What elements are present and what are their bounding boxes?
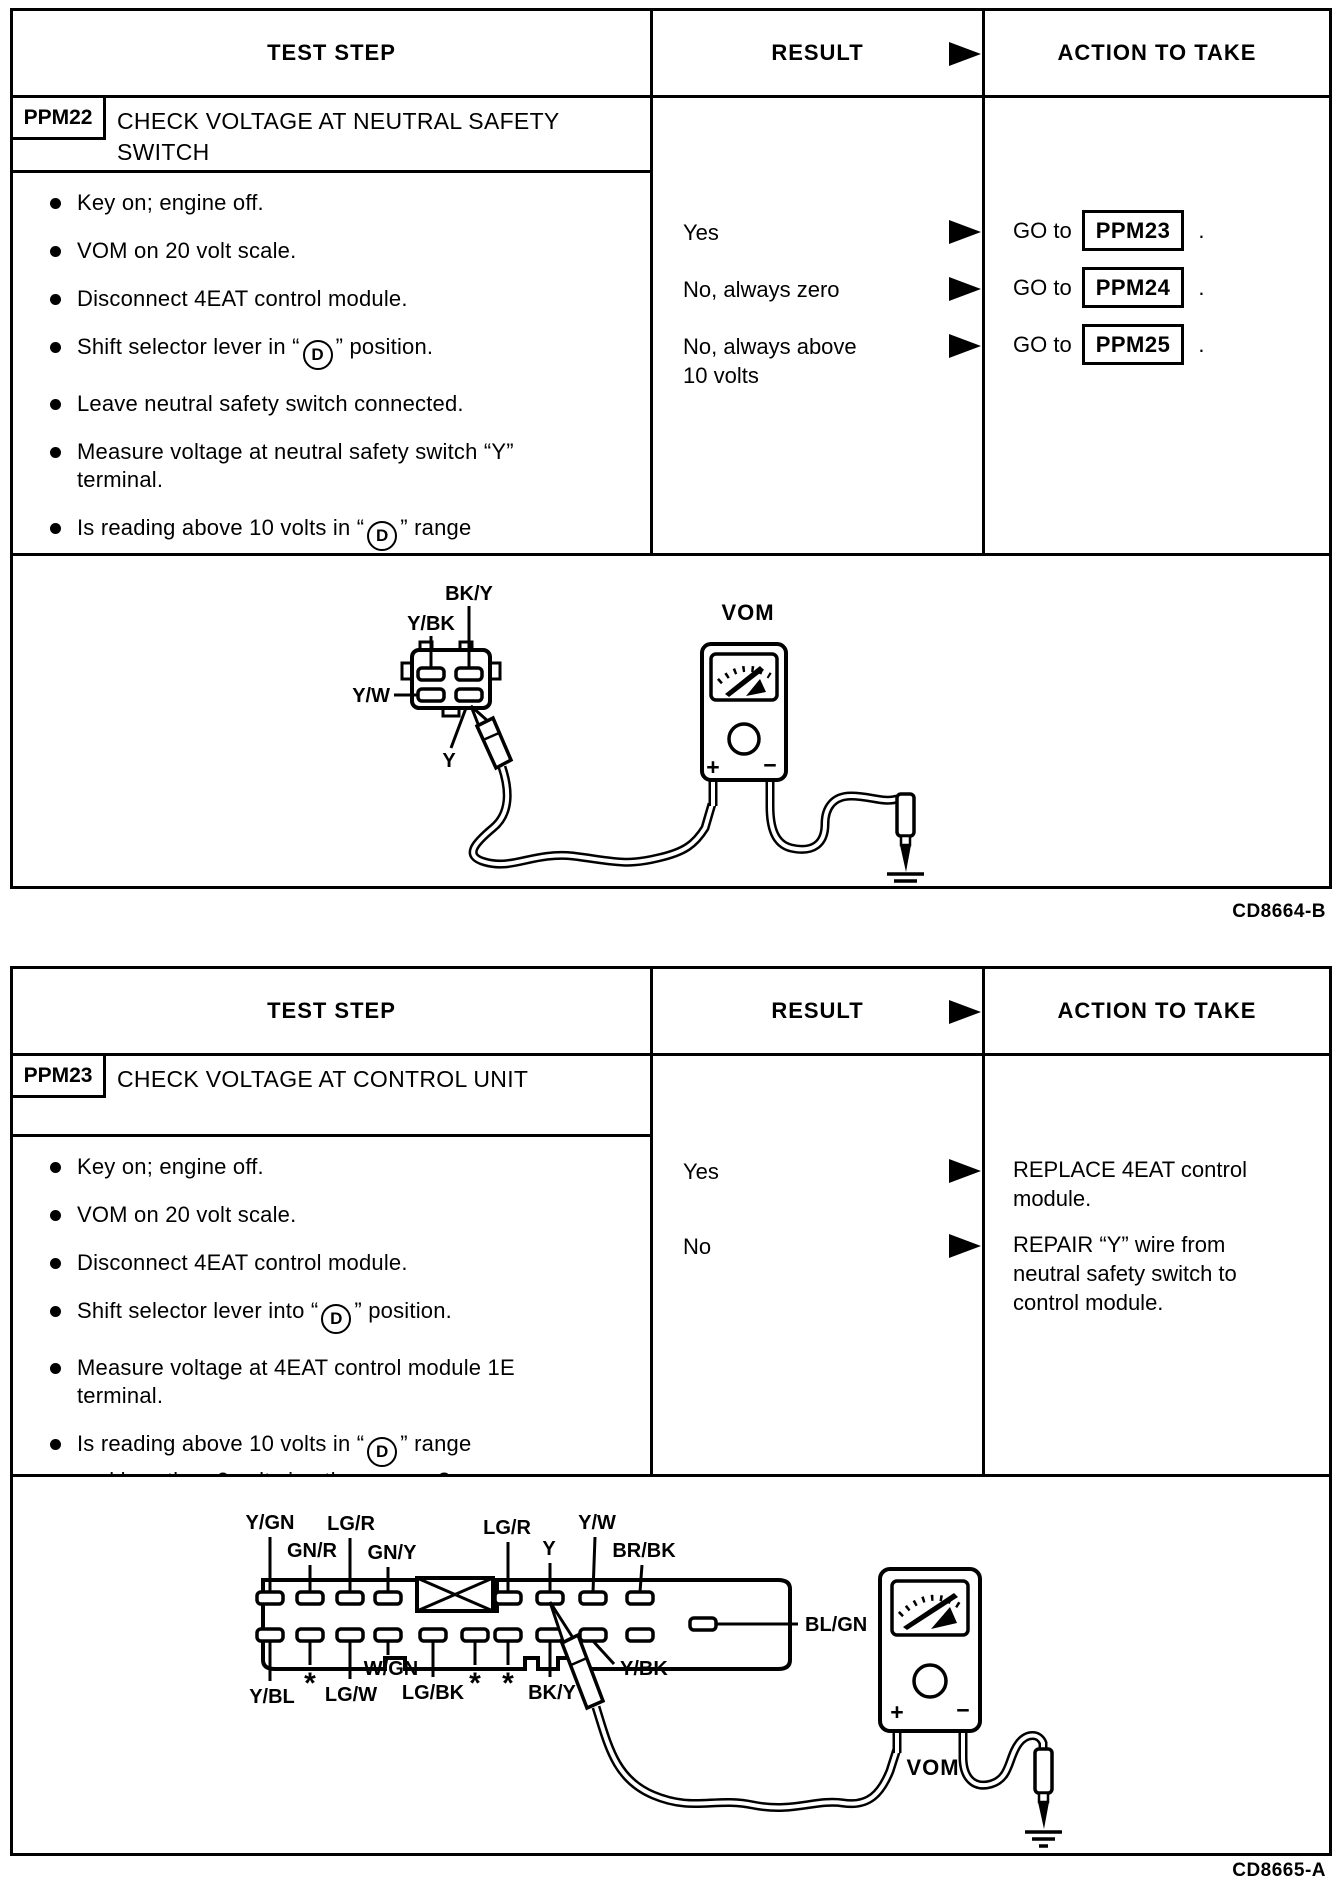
circled-d-icon: D — [321, 1304, 351, 1334]
action-row: GO to PPM23 . — [1013, 210, 1204, 251]
action-row: REPAIR “Y” wire from neutral safety switch to control module. — [1013, 1232, 1237, 1315]
column-header-action — [985, 969, 1329, 1056]
wire-label: W/GN — [363, 1658, 419, 1680]
vom-meter — [702, 600, 786, 780]
wire-label: BL/GN — [805, 1614, 868, 1636]
wire-label: Y/W — [578, 1512, 616, 1534]
neutral-safety-switch-connector — [352, 583, 500, 772]
wire-label: LG/W — [324, 1684, 378, 1706]
ground-lead-wire — [963, 1730, 1043, 1785]
figure-caption: CD8664-B — [1232, 901, 1326, 922]
minus-terminal-label: − — [763, 752, 777, 778]
ground-icon — [1025, 1832, 1062, 1846]
list-item: Disconnect 4EAT control module. — [77, 285, 640, 313]
pin-y — [456, 689, 482, 701]
result-row: No, always zero — [683, 277, 840, 302]
result-row: Yes — [683, 220, 719, 245]
list-item: Is reading above 10 volts in “ D ” range — [77, 514, 640, 579]
positive-probe — [471, 706, 511, 768]
test-title: CHECK VOLTAGE AT NEUTRAL SAFETY SWITCH — [117, 108, 560, 165]
column-header-test-step — [13, 969, 653, 1056]
test-title-row — [13, 98, 653, 173]
result-arrow-icon — [949, 1234, 981, 1258]
result-header-label: RESULT — [771, 40, 864, 65]
wire-label: BR/BK — [612, 1540, 676, 1562]
wire-label: Y — [442, 750, 456, 772]
wire-label: LG/R — [483, 1517, 531, 1539]
ground-icon — [887, 874, 924, 886]
figure-caption: CD8665-A — [1232, 1860, 1326, 1881]
ground-lead-wire — [770, 780, 897, 849]
go-to-reference-box: PPM25 — [1082, 324, 1185, 365]
column-header-action — [985, 11, 1329, 98]
circled-d-icon: D — [367, 1437, 397, 1467]
plus-terminal-label: + — [890, 1699, 904, 1725]
minus-terminal-label: − — [956, 1697, 970, 1723]
test-title: CHECK VOLTAGE AT CONTROL UNIT — [117, 1066, 529, 1092]
test-lead-wire — [473, 767, 713, 864]
vom-label: VOM — [906, 1755, 960, 1780]
wire-label: Y/BK — [407, 613, 455, 635]
pin-bk-y — [456, 668, 482, 680]
test-steps-cell — [13, 1137, 653, 1474]
wire-label: LG/R — [327, 1513, 375, 1535]
result-header-label: RESULT — [771, 998, 864, 1023]
wiring-diagram-ppm23 — [13, 1474, 1329, 1853]
plus-terminal-label: + — [706, 754, 720, 780]
result-arrow-icon — [949, 1000, 981, 1024]
meter-knob — [729, 724, 759, 754]
neutral-safety-switch-diagram — [13, 556, 1329, 886]
action-cell — [985, 98, 1329, 553]
action-row: GO to PPM24 . — [1013, 267, 1204, 308]
action-row: REPLACE 4EAT control module. — [1013, 1157, 1247, 1211]
result-arrow-icon — [949, 277, 981, 301]
vom-label: VOM — [721, 600, 775, 625]
wire-label: GN/Y — [367, 1542, 417, 1564]
action-cell — [985, 1056, 1329, 1474]
wire-label: Y/W — [352, 685, 390, 707]
list-item: Disconnect 4EAT control module. — [77, 1249, 640, 1277]
result-row: No — [683, 1234, 712, 1259]
test-id-badge: PPM23 — [13, 1056, 106, 1098]
circled-d-icon: D — [367, 521, 397, 551]
list-item: Key on; engine off. — [77, 1153, 640, 1181]
ground-probe — [1025, 1749, 1062, 1846]
test-step-header-label: TEST STEP — [267, 40, 396, 65]
column-header-result — [653, 11, 985, 98]
pin-y-w — [418, 689, 444, 701]
go-to-reference-box: PPM24 — [1082, 267, 1185, 308]
result-row: Yes — [683, 1159, 719, 1184]
control-module-connector-diagram — [13, 1477, 1329, 1853]
go-to-reference-box: PPM23 — [1082, 210, 1185, 251]
list-item: Is reading above 10 volts in “ D ” range — [77, 1430, 640, 1495]
asterisk-label: * — [502, 1667, 514, 1700]
list-item: VOM on 20 volt scale. — [77, 1201, 640, 1229]
pin-y-bk — [418, 668, 444, 680]
wire-label: BK/Y — [445, 583, 493, 605]
wire-label: GN/R — [287, 1540, 337, 1562]
result-arrow-icon — [949, 1159, 981, 1183]
test-step-header-label: TEST STEP — [267, 998, 396, 1023]
meter-knob — [914, 1665, 946, 1697]
wire-label: Y/BK — [620, 1658, 668, 1680]
action-header-label: ACTION TO TAKE — [1057, 998, 1257, 1023]
result-arrow-icon — [949, 220, 981, 244]
list-item: Leave neutral safety switch connected. — [77, 390, 640, 418]
column-header-result — [653, 969, 985, 1056]
test-title-row — [13, 1056, 653, 1137]
test-step-list — [13, 173, 650, 579]
wiring-diagram-ppm22 — [13, 553, 1329, 886]
result-arrow-icon — [949, 334, 981, 358]
wire-label: Y — [542, 1538, 556, 1560]
test-lead-wire — [596, 1707, 897, 1808]
list-item: Shift selector lever in “ D ” position. — [77, 333, 640, 370]
action-header-label: ACTION TO TAKE — [1057, 40, 1257, 65]
list-item: Key on; engine off. — [77, 189, 640, 217]
test-steps-cell — [13, 173, 653, 553]
test-step-list — [13, 1137, 650, 1495]
result-row: No, always above 10 volts — [683, 334, 857, 388]
wire-label: BK/Y — [528, 1682, 576, 1704]
circled-d-icon: D — [303, 340, 333, 370]
pinpoint-test-table-ppm23 — [10, 966, 1332, 1856]
asterisk-label: * — [469, 1667, 481, 1700]
result-arrow-icon — [949, 42, 981, 66]
list-item: Measure voltage at neutral safety switch “Y” terminal. — [77, 438, 640, 494]
list-item: Measure voltage at 4EAT control module 1E terminal. — [77, 1354, 640, 1410]
wire-label: Y/GN — [245, 1512, 295, 1534]
asterisk-label: * — [304, 1667, 316, 1700]
list-item: VOM on 20 volt scale. — [77, 237, 640, 265]
wire-label: LG/BK — [401, 1682, 465, 1704]
pinpoint-test-table-ppm22 — [10, 8, 1332, 889]
list-item: Shift selector lever into “ D ” position. — [77, 1297, 640, 1334]
wire-label: Y/BL — [249, 1686, 295, 1708]
result-cell — [653, 1056, 985, 1474]
column-header-test-step — [13, 11, 653, 98]
test-id-badge: PPM22 — [13, 98, 106, 140]
result-cell — [653, 98, 985, 553]
action-row: GO to PPM25 . — [1013, 324, 1204, 365]
ground-probe — [887, 794, 924, 886]
